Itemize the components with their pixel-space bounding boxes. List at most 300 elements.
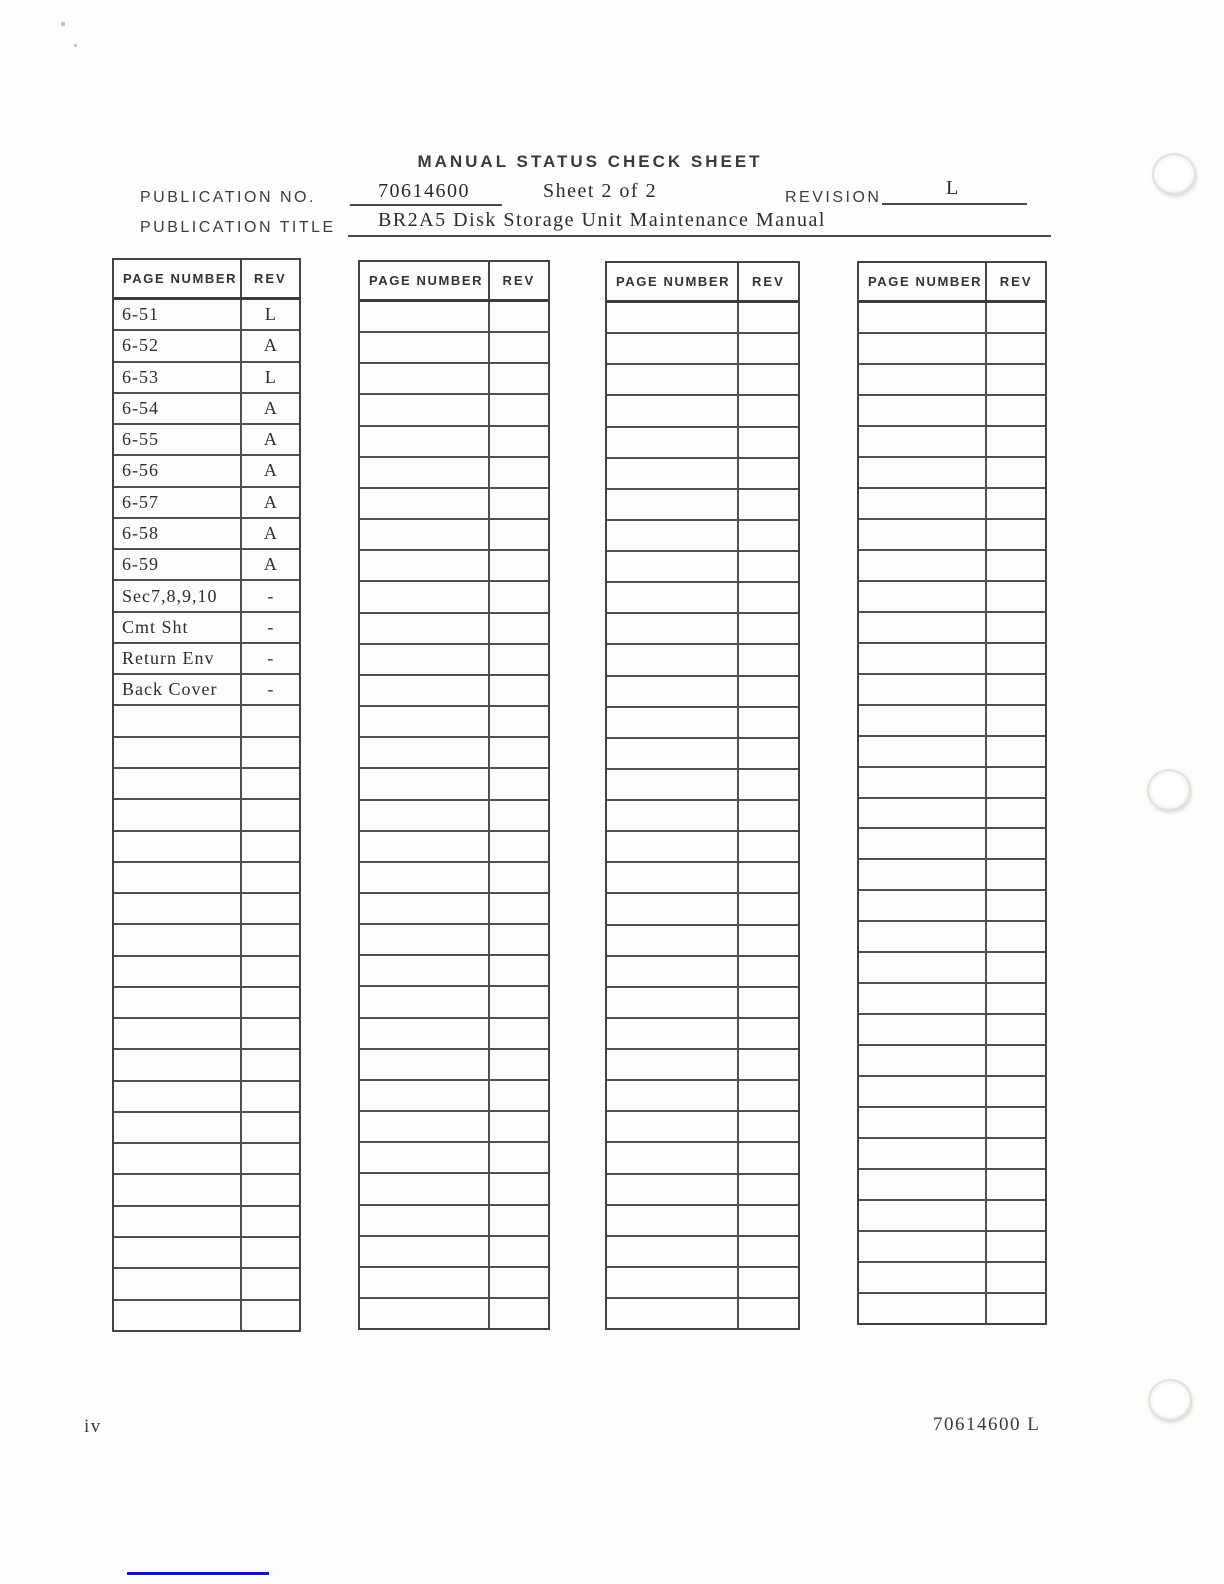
- page-number-cell: [859, 891, 987, 920]
- page-number-cell: [360, 489, 490, 518]
- page-number-cell: [859, 768, 987, 797]
- table-row: [360, 1268, 548, 1299]
- table-row: [859, 737, 1045, 768]
- page-number-cell: [114, 1050, 242, 1079]
- table-row: [360, 1143, 548, 1174]
- page-number-cell: [607, 1050, 739, 1079]
- rev-cell: [987, 768, 1045, 797]
- table-row: [360, 956, 548, 987]
- page-number-cell: [859, 396, 987, 425]
- page-number-cell: [859, 520, 987, 549]
- rev-cell: [242, 706, 299, 735]
- table-row: [859, 489, 1045, 520]
- page-number-cell: [607, 863, 739, 892]
- table-row: [114, 1019, 299, 1050]
- rev-cell: [490, 769, 548, 798]
- rev-cell: [739, 396, 798, 425]
- page-number-cell: [859, 1108, 987, 1137]
- rev-cell: [739, 428, 798, 457]
- table-row: [859, 1046, 1045, 1077]
- table-row: [114, 456, 299, 487]
- table-row: [859, 860, 1045, 891]
- page-number-cell: [607, 926, 739, 955]
- page-number-cell: [607, 739, 739, 768]
- table-row: [607, 739, 798, 770]
- rev-cell: [490, 832, 548, 861]
- page-number-cell: [360, 302, 490, 331]
- table-row: [859, 768, 1045, 799]
- publication-title-value: BR2A5 Disk Storage Unit Maintenance Manual: [378, 209, 826, 231]
- rev-cell: [739, 957, 798, 986]
- rev-cell: [242, 1144, 299, 1173]
- rev-cell: [987, 829, 1045, 858]
- page-number-column-header: PAGE NUMBER: [360, 262, 490, 299]
- rev-cell: [490, 1206, 548, 1235]
- table-row: [360, 333, 548, 364]
- table-row: [859, 922, 1045, 953]
- page-number-cell: [607, 303, 739, 332]
- page-number-cell: [607, 396, 739, 425]
- rev-cell: [242, 1207, 299, 1236]
- rev-cell: [739, 645, 798, 674]
- table-row: [607, 459, 798, 490]
- page-number-cell: 6-56: [114, 456, 242, 485]
- table-row: [360, 1237, 548, 1268]
- table-row: [360, 987, 548, 1018]
- page-number-cell: [607, 957, 739, 986]
- table-row: [114, 1301, 299, 1330]
- table-row: [114, 1113, 299, 1144]
- table-row: [607, 1143, 798, 1174]
- rev-cell: [490, 582, 548, 611]
- table-row: [859, 829, 1045, 860]
- hole-punch-middle: [1147, 769, 1191, 811]
- rev-cell: [242, 863, 299, 892]
- rev-cell: [739, 801, 798, 830]
- rev-cell: [242, 925, 299, 954]
- table-body: [114, 300, 299, 1330]
- page-number-cell: [360, 1237, 490, 1266]
- rev-cell: [739, 459, 798, 488]
- page-number-cell: [360, 614, 490, 643]
- rev-cell: [987, 458, 1045, 487]
- page-number-column-header: PAGE NUMBER: [859, 263, 987, 300]
- page-number-cell: [114, 769, 242, 798]
- table-row: [607, 1081, 798, 1112]
- rev-column-header: REV: [999, 274, 1033, 289]
- page-number-cell: [607, 365, 739, 394]
- page-number-cell: [607, 1019, 739, 1048]
- page-number-cell: [360, 987, 490, 1016]
- page-number-cell: 6-59: [114, 550, 242, 579]
- rev-cell: [987, 953, 1045, 982]
- rev-cell: [987, 1170, 1045, 1199]
- rev-column-header: REV: [253, 271, 287, 286]
- table-row: [607, 1050, 798, 1081]
- page-number-cell: 6-57: [114, 488, 242, 517]
- page-number-cell: [360, 769, 490, 798]
- page-number-cell: [607, 490, 739, 519]
- page-number-cell: [360, 551, 490, 580]
- rev-cell: [739, 1050, 798, 1079]
- rev-cell: [242, 1082, 299, 1111]
- rev-cell: [987, 984, 1045, 1013]
- page-number-cell: [859, 1201, 987, 1230]
- table-row: [114, 300, 299, 331]
- table-row: [114, 394, 299, 425]
- page-number-cell: [360, 894, 490, 923]
- rev-cell: [490, 614, 548, 643]
- rev-column-header: REV: [752, 274, 785, 289]
- rev-cell: -: [267, 616, 274, 637]
- page-number-cell: [859, 706, 987, 735]
- rev-cell: [739, 770, 798, 799]
- table-row: [859, 520, 1045, 551]
- table-row: [607, 1237, 798, 1268]
- table-row: [114, 1175, 299, 1206]
- page-number-cell: [607, 1143, 739, 1172]
- page-number-cell: [607, 708, 739, 737]
- table-row: [607, 396, 798, 427]
- table-row: [114, 863, 299, 894]
- page-number-cell: [859, 953, 987, 982]
- table-row: [360, 551, 548, 582]
- table-row: [859, 706, 1045, 737]
- rev-cell: [242, 957, 299, 986]
- table-row: [859, 396, 1045, 427]
- page-number-cell: [360, 676, 490, 705]
- rev-cell: [490, 894, 548, 923]
- table-row: [360, 645, 548, 676]
- table-body: [859, 303, 1045, 1323]
- rev-cell: [490, 551, 548, 580]
- page-number-cell: [607, 334, 739, 363]
- table-row: [114, 800, 299, 831]
- rev-cell: -: [267, 679, 274, 700]
- rev-cell: [490, 956, 548, 985]
- table-row: [114, 675, 299, 706]
- rev-cell: [242, 1113, 299, 1142]
- rev-cell: [490, 302, 548, 331]
- rev-cell: [987, 737, 1045, 766]
- page-number-cell: [607, 988, 739, 1017]
- table-row: [607, 1112, 798, 1143]
- rev-cell: [242, 1175, 299, 1204]
- table-row: [859, 984, 1045, 1015]
- rev-cell: -: [267, 585, 274, 606]
- page-number-cell: [360, 1050, 490, 1079]
- rev-cell: [242, 1019, 299, 1048]
- rev-cell: [987, 582, 1045, 611]
- table-row: [607, 521, 798, 552]
- page-number-cell: [859, 303, 987, 332]
- table-row: [360, 1299, 548, 1328]
- rev-cell: [987, 365, 1045, 394]
- page-number-cell: [859, 1170, 987, 1199]
- page-number-cell: 6-52: [114, 331, 242, 360]
- page-number-cell: [360, 925, 490, 954]
- table-row: [114, 488, 299, 519]
- table-row: [607, 832, 798, 863]
- rev-cell: [987, 1108, 1045, 1137]
- table-row: [859, 427, 1045, 458]
- rev-cell: [987, 520, 1045, 549]
- rev-cell: [739, 490, 798, 519]
- page-number-cell: [859, 675, 987, 704]
- rev-cell: [242, 738, 299, 767]
- table-header-row: [360, 262, 548, 302]
- page-number-cell: [114, 925, 242, 954]
- table-row: [114, 957, 299, 988]
- page-number-cell: [607, 459, 739, 488]
- table-row: [360, 925, 548, 956]
- table-row: [360, 1174, 548, 1205]
- table-row: [859, 1232, 1045, 1263]
- table-row: [360, 832, 548, 863]
- page-number-cell: [360, 427, 490, 456]
- rev-cell: [739, 1019, 798, 1048]
- rev-cell: [739, 863, 798, 892]
- table-row: [859, 613, 1045, 644]
- rev-cell: [739, 1081, 798, 1110]
- rev-cell: L: [264, 366, 276, 387]
- document-number-footer: 70614600 L: [933, 1414, 1041, 1435]
- table-row: [360, 427, 548, 458]
- page-number-cell: [114, 863, 242, 892]
- rev-cell: A: [263, 335, 277, 356]
- table-row: [607, 334, 798, 365]
- rev-cell: [739, 552, 798, 581]
- page-number-cell: [114, 1144, 242, 1173]
- rev-cell: [242, 1301, 299, 1330]
- page-number-cell: [360, 645, 490, 674]
- table-row: [859, 582, 1045, 613]
- rev-cell: [490, 1299, 548, 1328]
- page-number-cell: 6-51: [114, 300, 242, 329]
- table-row: [114, 331, 299, 362]
- table-row: [859, 334, 1045, 365]
- rev-cell: [490, 1112, 548, 1141]
- rev-cell: [739, 988, 798, 1017]
- page-number-cell: [859, 1046, 987, 1075]
- sheet-number: Sheet 2 of 2: [543, 180, 658, 202]
- page-number-cell: [859, 582, 987, 611]
- page-number-cell: [114, 1301, 242, 1330]
- page-number-cell: [114, 894, 242, 923]
- table-row: [360, 364, 548, 395]
- page-number-cell: [859, 458, 987, 487]
- table-row: [360, 769, 548, 800]
- page-number-cell: [607, 1081, 739, 1110]
- page-number-cell: [859, 644, 987, 673]
- page-number-cell: [360, 1206, 490, 1235]
- rev-cell: [242, 988, 299, 1017]
- rev-cell: [490, 1019, 548, 1048]
- table-header-row: [114, 260, 299, 300]
- rev-cell: [739, 1206, 798, 1235]
- table-row: [114, 988, 299, 1019]
- table-row: [360, 1081, 548, 1112]
- sheet-title: MANUAL STATUS CHECK SHEET: [417, 152, 763, 171]
- page-number-cell: [859, 365, 987, 394]
- table-row: [114, 894, 299, 925]
- rev-cell: [739, 614, 798, 643]
- page-status-table-3: [605, 261, 800, 1330]
- table-row: [607, 1268, 798, 1299]
- table-row: [859, 1201, 1045, 1232]
- page-number-cell: 6-55: [114, 425, 242, 454]
- table-row: [607, 926, 798, 957]
- table-row: [114, 363, 299, 394]
- table-row: [607, 863, 798, 894]
- rev-cell: A: [263, 554, 277, 575]
- table-row: [607, 365, 798, 396]
- page-number-cell: [114, 1113, 242, 1142]
- table-row: [114, 1207, 299, 1238]
- hole-punch-bottom: [1148, 1379, 1192, 1421]
- page-number-cell: [360, 1019, 490, 1048]
- page-number-cell: [360, 707, 490, 736]
- blue-artifact-line: [127, 1572, 269, 1575]
- table-row: [114, 550, 299, 581]
- table-row: [607, 801, 798, 832]
- table-row: [114, 832, 299, 863]
- table-row: [360, 395, 548, 426]
- page-number-cell: [859, 334, 987, 363]
- rev-cell: [490, 427, 548, 456]
- page-number-cell: [859, 1015, 987, 1044]
- table-row: [859, 1108, 1045, 1139]
- table-row: [607, 1206, 798, 1237]
- page-number-cell: [859, 427, 987, 456]
- page-number-footer: iv: [84, 1416, 102, 1437]
- page-number-cell: [360, 801, 490, 830]
- rev-cell: -: [267, 648, 274, 669]
- rev-cell: [987, 1232, 1045, 1261]
- rev-cell: [490, 1268, 548, 1297]
- table-row: [114, 1238, 299, 1269]
- table-row: [859, 1139, 1045, 1170]
- rev-cell: [242, 894, 299, 923]
- table-row: [114, 1050, 299, 1081]
- page-number-column-header: PAGE NUMBER: [607, 263, 739, 300]
- rev-cell: [490, 645, 548, 674]
- rev-cell: [490, 925, 548, 954]
- page-number-cell: [360, 364, 490, 393]
- table-row: [859, 1077, 1045, 1108]
- page-number-cell: [859, 489, 987, 518]
- table-row: [607, 1019, 798, 1050]
- page-number-column-header: PAGE NUMBER: [114, 260, 242, 297]
- table-row: [114, 738, 299, 769]
- table-row: [859, 891, 1045, 922]
- rev-cell: [739, 1237, 798, 1266]
- table-row: [360, 738, 548, 769]
- rev-cell: [739, 894, 798, 923]
- rev-cell: [987, 396, 1045, 425]
- rev-cell: [739, 1112, 798, 1141]
- rev-cell: [987, 489, 1045, 518]
- rev-cell: A: [263, 397, 277, 418]
- table-row: [859, 799, 1045, 830]
- page-number-cell: [607, 1299, 739, 1328]
- page-number-cell: [114, 1175, 242, 1204]
- page-number-cell: [114, 800, 242, 829]
- table-row: [360, 302, 548, 333]
- rev-cell: [987, 1046, 1045, 1075]
- page-number-cell: [114, 957, 242, 986]
- table-row: [360, 801, 548, 832]
- table-row: [360, 863, 548, 894]
- table-row: [859, 365, 1045, 396]
- table-row: [859, 458, 1045, 489]
- page-number-cell: [859, 613, 987, 642]
- rev-cell: [987, 644, 1045, 673]
- page-number-cell: [607, 894, 739, 923]
- table-row: [859, 1170, 1045, 1201]
- scan-speck: [61, 22, 65, 26]
- table-row: [859, 644, 1045, 675]
- table-row: [607, 770, 798, 801]
- table-row: [114, 1269, 299, 1300]
- page-number-cell: [607, 428, 739, 457]
- rev-cell: [987, 1294, 1045, 1323]
- table-row: [607, 1175, 798, 1206]
- table-row: [607, 645, 798, 676]
- table-row: [360, 614, 548, 645]
- page-number-cell: [607, 583, 739, 612]
- table-row: [360, 1019, 548, 1050]
- table-row: [859, 1294, 1045, 1323]
- rev-cell: [987, 1015, 1045, 1044]
- page-number-cell: [114, 706, 242, 735]
- rev-cell: [490, 1143, 548, 1172]
- rev-cell: [987, 922, 1045, 951]
- rev-cell: L: [264, 304, 276, 325]
- rev-cell: [739, 1175, 798, 1204]
- table-row: [360, 1206, 548, 1237]
- page-number-cell: [859, 922, 987, 951]
- page-number-cell: [859, 860, 987, 889]
- page-number-cell: [114, 1269, 242, 1298]
- page-number-cell: [360, 1143, 490, 1172]
- page-number-cell: [114, 1082, 242, 1111]
- table-row: [360, 707, 548, 738]
- rev-cell: A: [263, 522, 277, 543]
- rev-cell: [987, 799, 1045, 828]
- page-number-cell: [607, 677, 739, 706]
- page-number-cell: [360, 520, 490, 549]
- rev-cell: [490, 520, 548, 549]
- table-header-row: [859, 263, 1045, 303]
- page-number-cell: [114, 1207, 242, 1236]
- page-number-cell: [114, 832, 242, 861]
- rev-cell: [490, 458, 548, 487]
- rev-cell: [490, 738, 548, 767]
- table-row: [360, 1050, 548, 1081]
- publication-no-label: PUBLICATION NO.: [140, 189, 316, 206]
- revision-value: L: [946, 177, 960, 199]
- page-number-cell: [360, 1299, 490, 1328]
- page-number-cell: [859, 799, 987, 828]
- rev-cell: [987, 860, 1045, 889]
- page-number-cell: [114, 1019, 242, 1048]
- table-row: [607, 490, 798, 521]
- page-status-table-2: [358, 260, 550, 1330]
- page-number-cell: [607, 521, 739, 550]
- rev-cell: [987, 1201, 1045, 1230]
- table-row: [859, 303, 1045, 334]
